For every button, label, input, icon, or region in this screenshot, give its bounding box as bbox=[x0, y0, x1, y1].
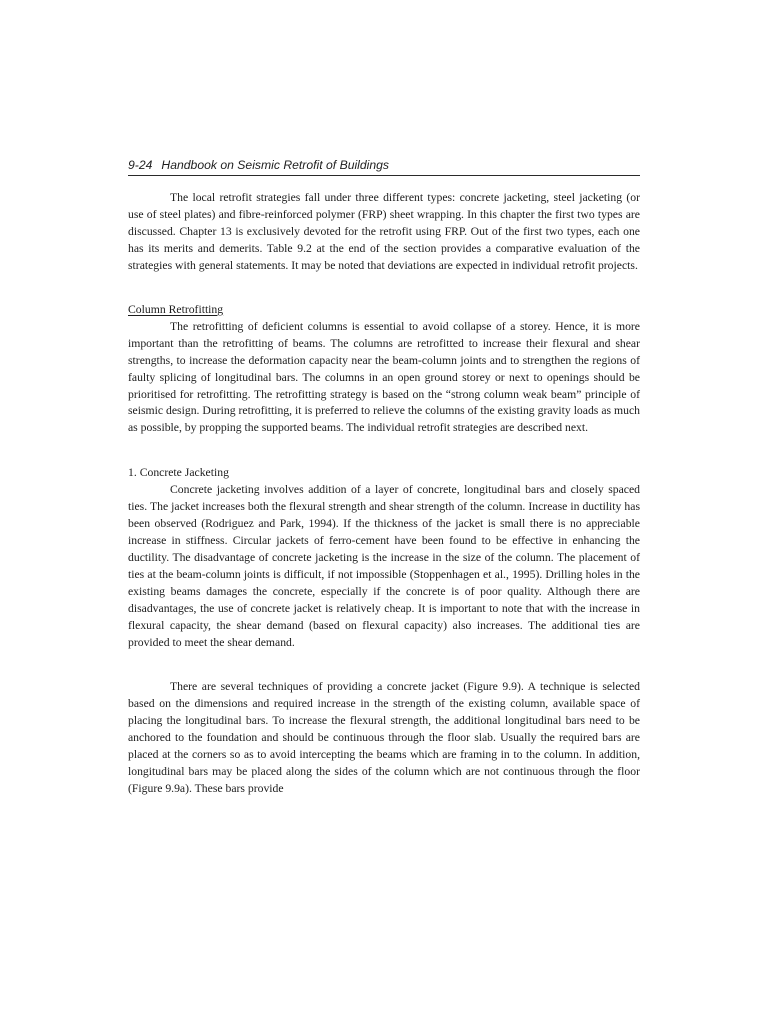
document-page bbox=[128, 158, 640, 798]
body-text bbox=[128, 176, 640, 798]
concrete-jacketing-paragraph-2: There are several techniques of providing a concrete jacket (Figure 9.9). A technique is selected based on the dimensions and required increase in the strength of the existing column, available space of placing the longitudinal bars. To increase the flexural strength, the additional longitudinal bars need to be anchored to the foundation and should be continuous through the floor slab. Usually the required bars are placed at the corners so as to avoid intercepting the beams which are framing in to the column. In addition, longitudinal bars may be placed along the sides of the column which are not continuous through the floor (Figure 9.9a). These bars provide bbox=[128, 679, 640, 795]
book-title: Handbook on Seismic Retrofit of Buildings bbox=[161, 158, 390, 172]
column-retrofitting-paragraph: The retrofitting of deficient columns is essential to avoid collapse of a storey. Hence, it is more important than the retrofitting of beams. The columns are retrofitted to increase their flexural and shear strengths, to increase the deformation capacity near the beam-column joints and to strengthen the regions of faulty splicing of longitudinal bars. The columns in an open ground storey or next to openings should be prioritised for retrofitting. The retrofitting strategy is based on the “strong column weak beam” principle of seismic design. During retrofitting, it is preferred to relieve the columns of the existing gravity loads as much as possible, by propping the supported beams. The individual retrofit strategies are described next. bbox=[128, 319, 640, 435]
section-heading-concrete-jacketing: 1. Concrete Jacketing bbox=[128, 466, 229, 480]
section-heading-column-retrofitting bbox=[128, 302, 640, 319]
intro-paragraph: The local retrofit strategies fall under three different types: concrete jacketing, steel jacketing (or use of steel plates) and fibre-reinforced polymer (FRP) sheet wrapping. In this chapter the first two types are discussed. Chapter 13 is exclusively devoted for the retrofit using FRP. Out of the first two types, each one has its merits and demerits. Table 9.2 at the end of the section provides a comparative evaluation of the strategies with general statements. It may be noted that deviations are expected in individual retrofit projects. bbox=[128, 191, 640, 272]
page-number: 9-24 bbox=[128, 158, 153, 172]
running-header bbox=[128, 158, 640, 176]
concrete-jacketing-paragraph-1: Concrete jacketing involves addition of a layer of concrete, longitudinal bars and closely spaced ties. The jacket increases both the flexural strength and shear strength of the column. Increase in ductility has been observed (Rodriguez and Park, 1994). If the thickness of the jacket is small there is no appreciable increase in stiffness. Circular jackets of ferro-cement have been found to be effective in enhancing the ductility. The disadvantage of concrete jacketing is the increase in the size of the column. The placement of ties at the beam-column joints is difficult, if not impossible (Stoppenhagen et al., 1995). Drilling holes in the existing beams damages the concrete, especially if the concrete is of poor quality. Although there are disadvantages, the use of concrete jacket is relatively cheap. It is important to note that with the increase in flexural capacity, the shear demand (based on flexural capacity) also increases. The additional ties are provided to meet the shear demand. bbox=[128, 483, 640, 649]
section-heading-column-retrofitting-text: Column Retrofitting bbox=[128, 302, 224, 316]
